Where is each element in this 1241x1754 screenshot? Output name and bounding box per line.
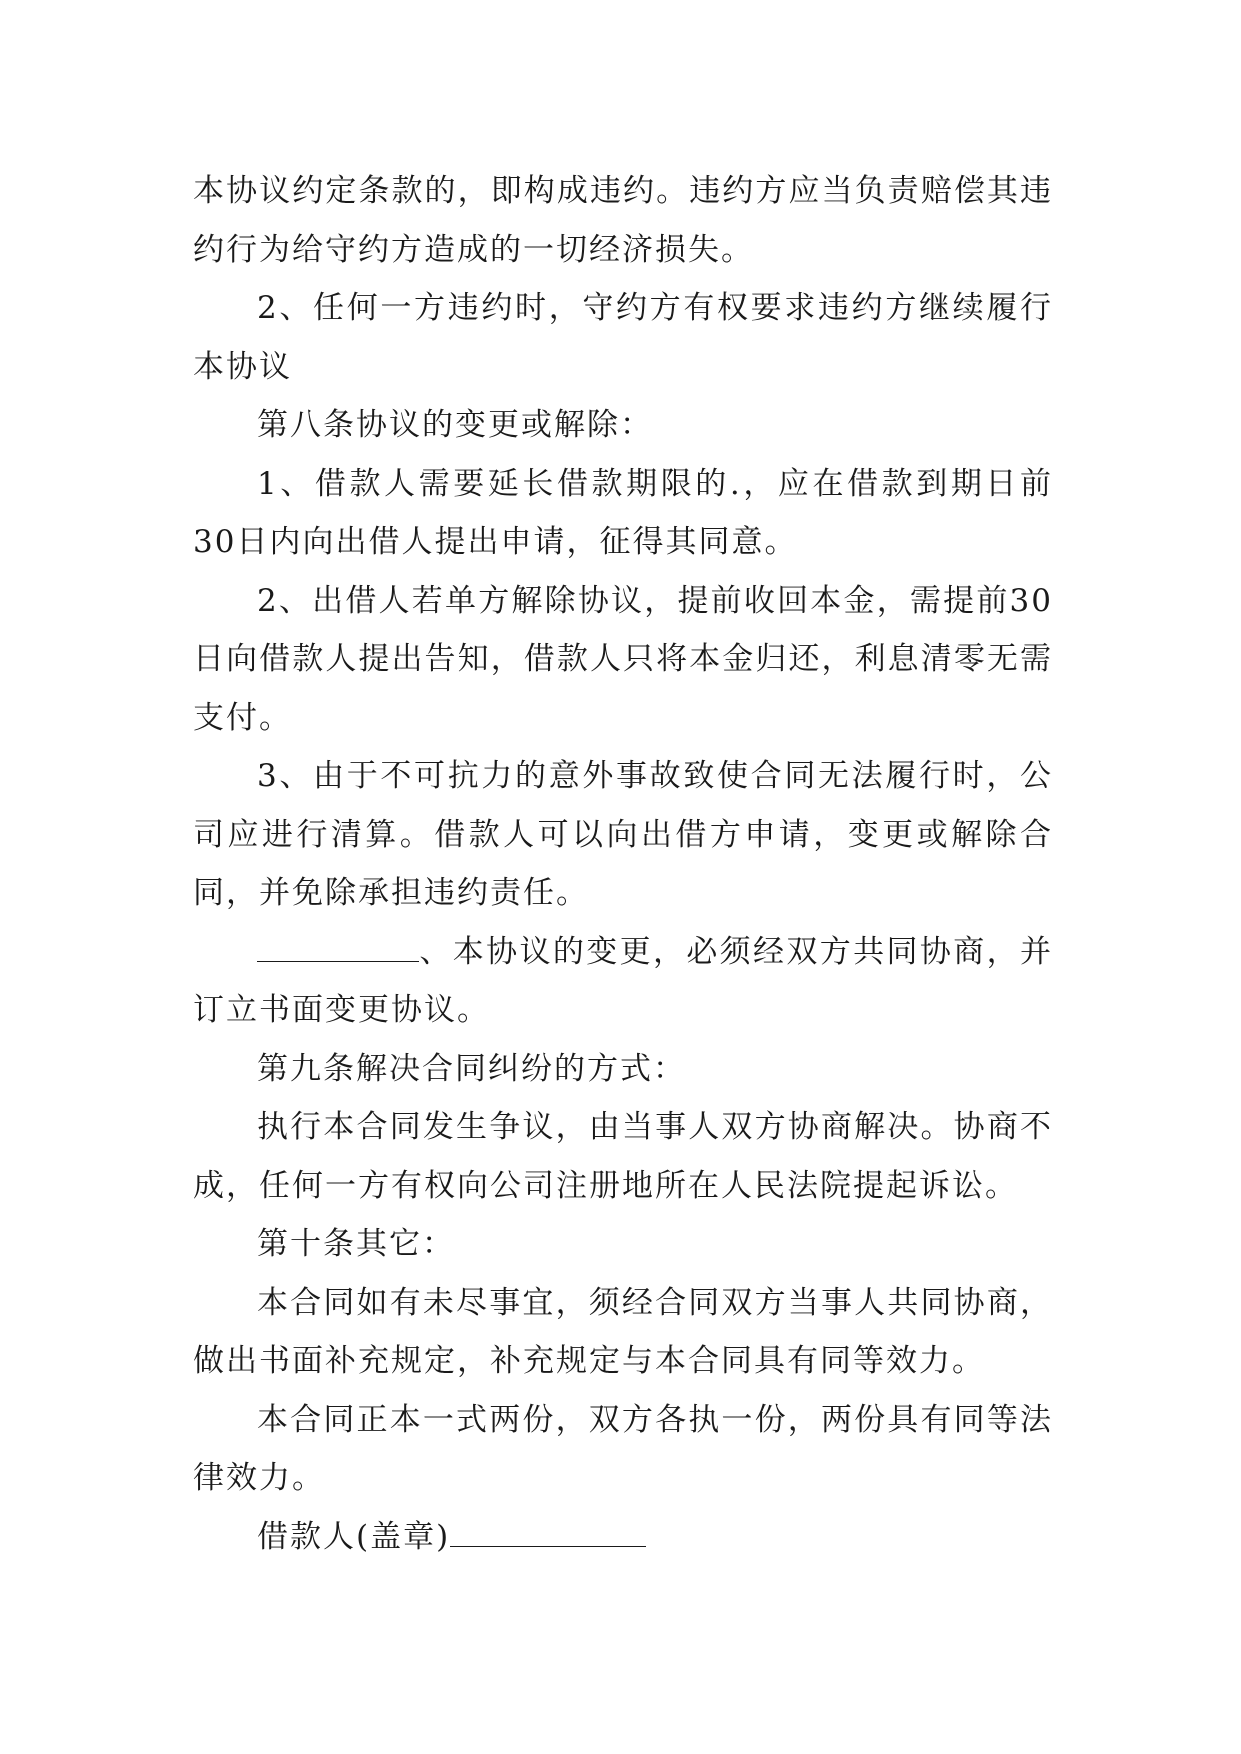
paragraph-lender-termination: 2、出借人若单方解除协议，提前收回本金，需提前30日向借款人提出告知，借款人只将本金归还，利息清零无需支付。	[193, 582, 1053, 736]
amendment-text: 、本协议的变更，必须经双方共同协商，并订立书面变更协议。	[193, 933, 1053, 1028]
paragraph-dispute: 执行本合同发生争议，由当事人双方协商解决。协商不成，任何一方有权向公司注册地所在人民法院提起诉讼。	[193, 1109, 1053, 1204]
paragraph-supplement: 本合同如有未尽事宜，须经合同双方当事人共同协商，做出书面补充规定，补充规定与本合同具有同等效力。	[193, 1284, 1053, 1379]
paragraph-copies: 本合同正本一式两份，双方各执一份，两份具有同等法律效力。	[193, 1401, 1053, 1496]
paragraph-force-majeure: 3、由于不可抗力的意外事故致使合同无法履行时，公司应进行清算。借款人可以向出借方申请，变更或解除合同，并免除承担违约责任。	[193, 758, 1053, 911]
paragraph-breach-remedy: 2、任何一方违约时，守约方有权要求违约方继续履行本协议	[193, 290, 1053, 385]
signature-label: 借款人(盖章)	[257, 1518, 451, 1555]
signature-blank	[450, 1518, 646, 1547]
article-8-heading: 第八条协议的变更或解除：	[257, 407, 653, 443]
paragraph-amendment	[193, 923, 1053, 1040]
signature-line	[193, 1508, 1053, 1567]
paragraph-extension: 1、借款人需要延长借款期限的.，应在借款到期日前30日内向出借人提出申请，征得其同意。	[193, 465, 1053, 560]
paragraph-breach-clause: 本协议约定条款的，即构成违约。违约方应当负责赔偿其违约行为给守约方造成的一切经济损失。	[193, 173, 1053, 268]
document-body	[193, 162, 1053, 1566]
article-10-heading: 第十条其它：	[257, 1226, 455, 1262]
article-9-heading: 第九条解决合同纠纷的方式：	[257, 1050, 686, 1087]
blank-fill-line	[257, 933, 419, 962]
